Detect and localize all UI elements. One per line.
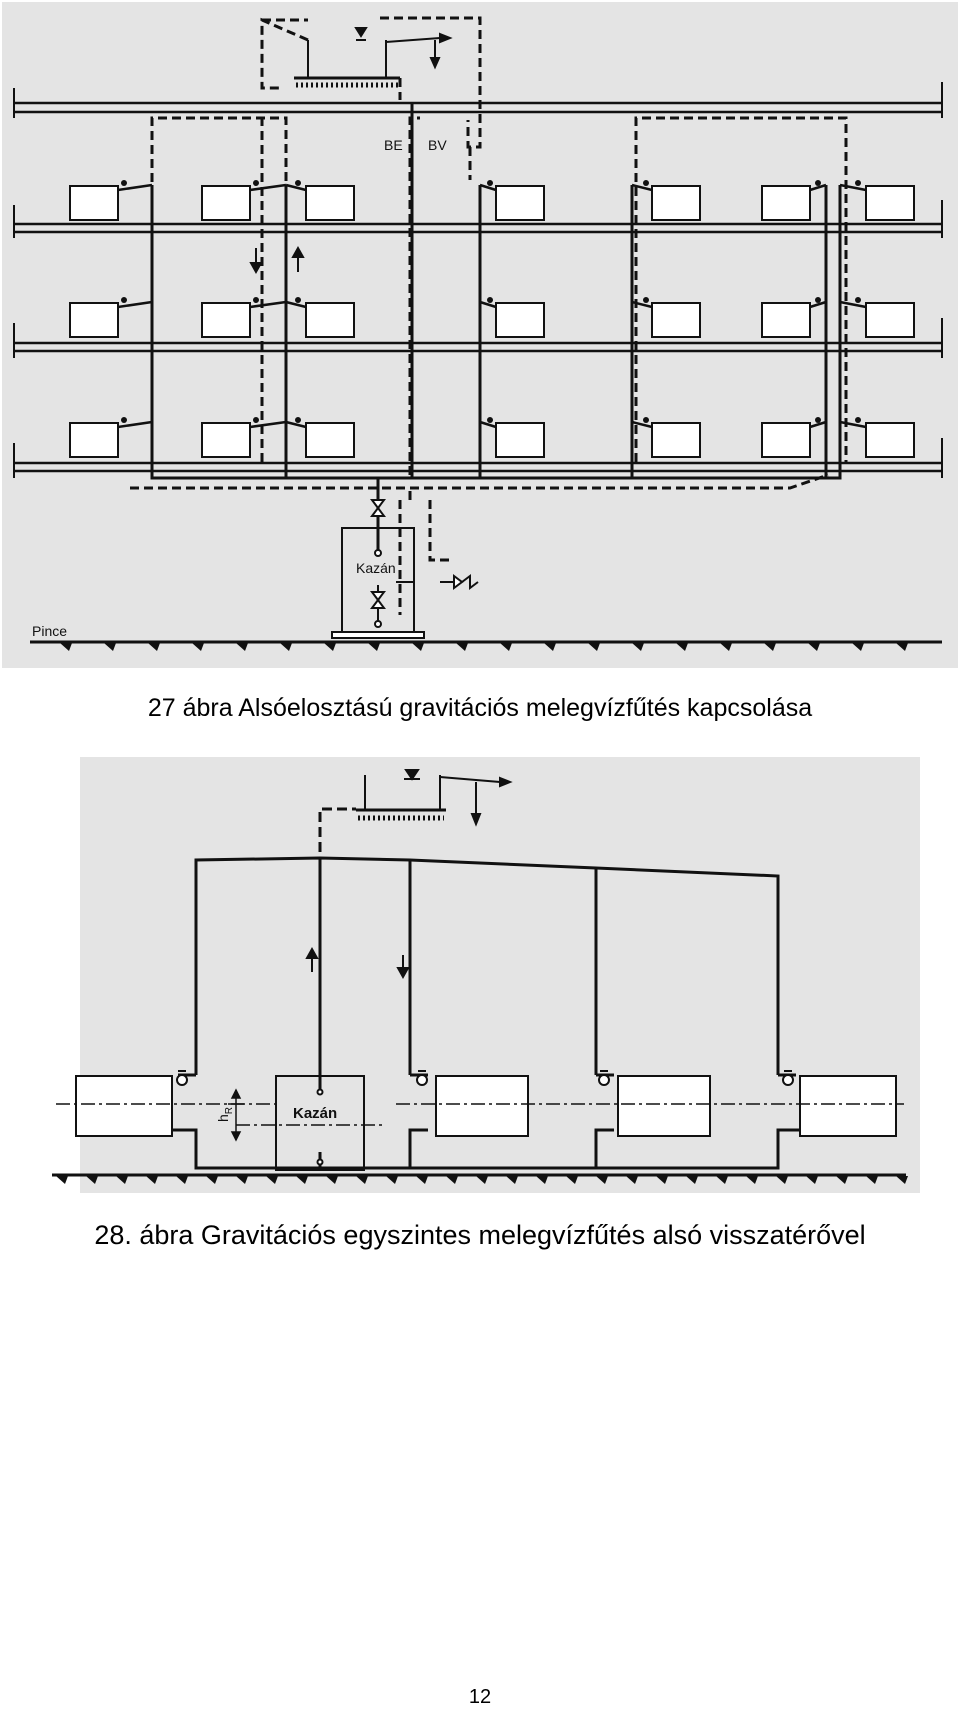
ground-hatch-mark [176, 1176, 188, 1184]
ground-hatch-mark [236, 1176, 248, 1184]
ground-hatch-mark [866, 1176, 878, 1184]
ground-hatch-mark [776, 1176, 788, 1184]
ground-hatch-mark [836, 1176, 848, 1184]
ground-hatch-mark [356, 1176, 368, 1184]
ground-hatch-mark [416, 1176, 428, 1184]
figure-28-caption: 28. ábra Gravitációs egyszintes melegvízfűtés alsó visszatérővel [94, 1220, 866, 1250]
ground-hatch-mark [896, 1176, 908, 1184]
ground-hatch-mark [116, 1176, 128, 1184]
label-hr-sub: R [224, 1106, 235, 1115]
expansion-tank-28 [356, 770, 510, 824]
ground-hatch-mark [746, 1176, 758, 1184]
expansion-pipe-28 [320, 809, 356, 852]
flow-arrows-28 [307, 949, 408, 977]
ground-hatch-mark [806, 1176, 818, 1184]
ground-hatch-mark [86, 1176, 98, 1184]
ground-hatch-mark [146, 1176, 158, 1184]
ground-hatch-mark [56, 1176, 68, 1184]
supply-network-28 [178, 858, 796, 1092]
ground-hatch-mark [326, 1176, 338, 1184]
ground-hatch-mark [476, 1176, 488, 1184]
ground-hatch-mark [386, 1176, 398, 1184]
ground-hatch-mark [446, 1176, 458, 1184]
label-kazan-27: Kazán [356, 560, 396, 576]
figure-27-caption: 27 ábra Alsóelosztású gravitációs melegvízfűtés kapcsolása [147, 694, 813, 722]
ground-hatch-mark [266, 1176, 278, 1184]
ground-hatch-mark [686, 1176, 698, 1184]
label-pince: Pince [32, 623, 68, 639]
ground-hatch-mark [296, 1176, 308, 1184]
ground-hatch-mark [656, 1176, 668, 1184]
label-hr [215, 1107, 235, 1122]
ground-hatch-mark [596, 1176, 608, 1184]
page-number: 12 [468, 1686, 492, 1708]
ground-hatch-mark [206, 1176, 218, 1184]
ground-hatch-mark [566, 1176, 578, 1184]
ground-hatch-mark [536, 1176, 548, 1184]
ground-hatch-mark [716, 1176, 728, 1184]
label-be: BE [384, 137, 403, 153]
label-hr-main: h [215, 1114, 231, 1122]
ground-hatch-mark [626, 1176, 638, 1184]
ground-hatching-28 [56, 1176, 908, 1184]
ground-hatch-mark [506, 1176, 518, 1184]
label-bv: BV [428, 137, 447, 153]
label-kazan-28: Kazán [293, 1105, 338, 1122]
radiators-28 [76, 1076, 896, 1136]
